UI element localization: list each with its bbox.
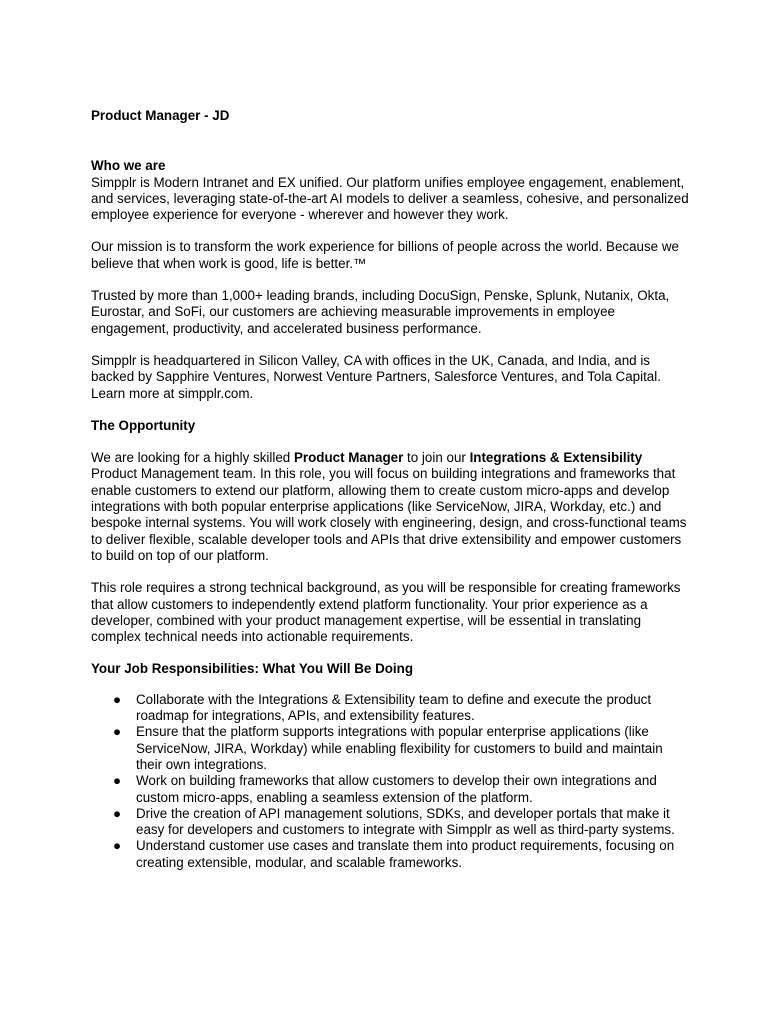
- text-run: to join our: [403, 450, 470, 466]
- paragraph-who-we-are-intro: Simpplr is Modern Intranet and EX unified. Our platform unifies employee engagement, enablement, and services, leveraging state-of-the-art AI models to deliver a seamless, cohesive, and personalized employee experience for everyone - wherever and however they work.: [91, 174, 689, 223]
- bold-team-name: Integrations & Extensibility: [469, 450, 643, 466]
- list-item: [91, 806, 691, 839]
- paragraph-technical-background: This role requires a strong technical background, as you will be responsible for creating frameworks that allow customers to independently extend platform functionality. Your prior experience as a developer, combined with your product management expertise, will be essential in translating complex technical needs into actionable requirements.: [91, 580, 681, 645]
- paragraph-opportunity-intro: [91, 450, 691, 564]
- bullet-icon: ●: [113, 838, 122, 854]
- section-heading-responsibilities: Your Job Responsibilities: What You Will Be Doing: [91, 661, 414, 677]
- list-item: [91, 838, 691, 871]
- list-item-text: Drive the creation of API management solutions, SDKs, and developer portals that make it easy for developers and customers to integrate with Simpplr as well as third-party systems.: [136, 805, 675, 838]
- paragraph-mission: Our mission is to transform the work experience for billions of people across the world. Because we believe that when work is good, life is better.™: [91, 239, 679, 271]
- bullet-icon: ●: [113, 805, 122, 821]
- list-item: [91, 773, 691, 806]
- section-heading-opportunity: The Opportunity: [91, 417, 196, 433]
- document-title: Product Manager - JD: [91, 108, 230, 123]
- list-item-text: Understand customer use cases and translate them into product requirements, focusing on creating extensible, modular, and scalable frameworks.: [136, 838, 675, 870]
- paragraph-trusted-by: Trusted by more than 1,000+ leading brands, including DocuSign, Penske, Splunk, Nutanix, Okta, Eurostar, and SoFi, our customers are achieving measurable improvements in employee engagement, productivity, and accelerated business performance.: [91, 288, 670, 336]
- text-run: We are looking for a highly skilled: [91, 450, 294, 466]
- text-run: Product Management team. In this role, you will focus on building integrations and frameworks that enable customers to extend our platform, allowing them to create custom micro-apps and develop integrations with both popular enterprise applications (like ServiceNow, JIRA, Workday, etc.) and bespoke internal systems. You will work closely with engineering, design, and cross-functional teams to deliver flexible, scalable developer tools and APIs that drive extensibility and empower customers to build on top of our platform.: [91, 466, 687, 563]
- list-item-text: Ensure that the platform supports integrations with popular enterprise applications (like ServiceNow, JIRA, Workday) while enabling flexibility for customers to build and maintain their own integrations.: [136, 724, 663, 772]
- section-heading-who-we-are: Who we are: [91, 158, 166, 174]
- bullet-icon: ●: [113, 773, 122, 789]
- list-item-text: Collaborate with the Integrations & Extensibility team to define and execute the product roadmap for integrations, APIs, and extensibility features.: [136, 691, 652, 724]
- list-item: [91, 692, 691, 725]
- list-item-text: Work on building frameworks that allow customers to develop their own integrations and custom micro-apps, enabling a seamless extension of the platform.: [136, 773, 657, 805]
- responsibilities-list: [91, 692, 691, 871]
- bullet-icon: ●: [113, 691, 122, 707]
- bold-role-name: Product Manager: [293, 450, 404, 466]
- bullet-icon: ●: [113, 724, 122, 740]
- document-page: [91, 108, 691, 871]
- paragraph-headquarters: Simpplr is headquartered in Silicon Valley, CA with offices in the UK, Canada, and India, and is backed by Sapphire Ventures, Norwest Venture Partners, Salesforce Ventures, and Tola Capital. Learn more at simpplr.com.: [91, 352, 661, 401]
- list-item: [91, 724, 691, 773]
